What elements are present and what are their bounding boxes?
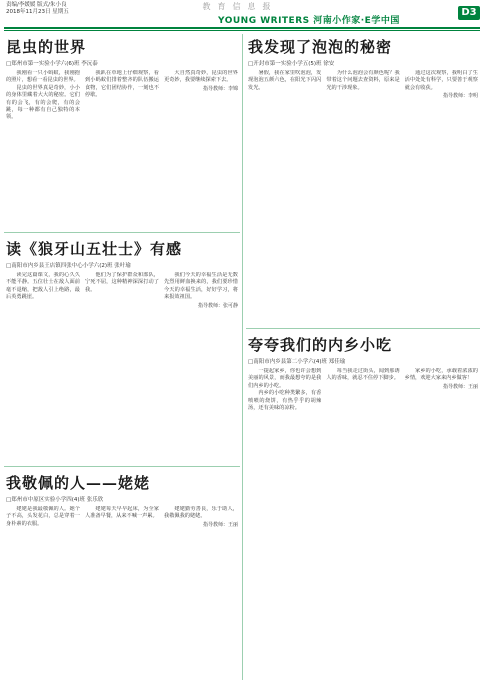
article-title: 我发现了泡泡的秘密: [248, 38, 393, 56]
paragraph: 他们为了保护群众和部队，宁死不屈，这种精神深深打动了我。: [85, 272, 159, 293]
paragraph: 暑假，我在家里吹泡泡，发现泡泡五颜六色，在阳光下闪闪发光。: [248, 70, 322, 91]
paragraph: 家乡的小吃，承载着浓浓的乡情，欢迎大家来内乡做客！: [404, 368, 478, 382]
article-byline: □郑州市中原区实验小学四(4)班 张乐欣: [6, 497, 104, 503]
article-body: [6, 506, 238, 529]
teacher-credit: 指导教师：王丽: [442, 383, 478, 390]
paragraph: 为什么泡泡会有颜色呢？我带着这个问题去查资料，原来是光的干涉现象。: [326, 70, 400, 91]
header-rule-thin: [4, 30, 480, 31]
section-divider: [246, 328, 480, 329]
article-title: 读《狼牙山五壮士》有感: [6, 240, 183, 258]
paragraph: 通过这次观察，我明白了生活中处处有科学，只要善于观察就会有收获。: [404, 70, 478, 91]
paragraph: 姥姥勤劳善良，乐于助人，我敬佩我的姥姥。: [164, 506, 238, 520]
column-divider: [242, 34, 243, 680]
teacher-credit: 指导教师：王丽: [202, 521, 238, 528]
section-divider: [4, 466, 240, 467]
paragraph: 读完这篇课文，我的心久久不能平静。五位壮士在敌人面前毫不退缩，把敌人引上绝路，最后英勇跳崖。: [6, 272, 80, 301]
date-line: 2018年11月23日 星期五: [6, 9, 69, 15]
header-rule: [4, 27, 480, 29]
article-book-review: [6, 238, 238, 460]
paragraph: 每当我走过街头，闻到那诱人的香味，就忍不住停下脚步。: [326, 368, 400, 382]
article-insect-world: [6, 36, 238, 228]
article-byline: □南阳市内乡县王店镇四张中心小学六(2)班 张叶瑜: [6, 263, 131, 269]
section-divider: [4, 232, 240, 233]
article-body: [248, 70, 478, 101]
article-byline: □南阳市内乡县第二小学六(4)班 郑佳瑜: [248, 359, 346, 365]
article-grandma: [6, 472, 238, 678]
article-title: 昆虫的世界: [6, 38, 87, 56]
article-neixiang-snacks: [248, 334, 478, 678]
editor-info: [6, 2, 69, 16]
teacher-credit: 指导教师：李明: [442, 93, 478, 100]
paragraph: 昆虫的世界真是奇妙，小小的身体里藏着大大的秘密。它们有的会飞，有的会爬，有的会跳，每一种都有自己独特的本领。: [6, 84, 80, 121]
article-title: 我敬佩的人——姥姥: [6, 474, 151, 492]
article-bubbles: [248, 36, 478, 324]
section-name: YOUNG WRITERS 河南小作家·E学中国: [218, 16, 400, 26]
paragraph: 一提起家乡，你也许会想到美丽的风景，而我最想夸的是我们内乡的小吃。: [248, 368, 322, 389]
teacher-credit: 指导教师：张可静: [197, 302, 238, 309]
paragraph: 姥姥是我最敬佩的人。她个子不高，头发花白，总是穿着一身朴素的衣服。: [6, 506, 80, 527]
article-byline: □开封市第一实验小学五(5)班 徐安: [248, 61, 335, 67]
article-body: [6, 272, 238, 310]
paragraph: 内乡的小吃种类繁多，有香喷喷的烧饼，有热乎乎的胡辣汤，还有美味的凉粉。: [248, 390, 322, 412]
paragraph: 我们今天的幸福生活是无数先烈用鲜血换来的，我们要珍惜今天的幸福生活，好好学习，将来报效祖国。: [164, 272, 238, 301]
article-title: 夸夸我们的内乡小吃: [248, 336, 393, 354]
newspaper-name: 教育信息报: [202, 2, 278, 11]
paragraph: 大自然真奇妙，昆虫的世界更奇妙，我要继续探索下去。: [164, 70, 238, 84]
article-body: [248, 368, 478, 412]
article-byline: □郑州市第一实验小学六(6)班 李沅泰: [6, 61, 98, 67]
editor-line: 责编/李媛媛 版式/朱小良: [6, 2, 67, 8]
page-number: D3: [458, 6, 480, 20]
article-body: [6, 70, 238, 122]
paragraph: 姥姥每天早早起床，为全家人准备早餐，从来不喊一声累。: [85, 506, 159, 520]
paragraph: 我趴在草地上仔细观察，看到小蚂蚁们排着整齐的队伍搬运食物，它们团结协作，一刻也不停歇。: [85, 70, 159, 99]
teacher-credit: 指导教师：李锦: [202, 85, 238, 92]
paragraph: 我刚看一只小蚂蚁，我刚抱的照片，想看一看昆虫的世界。: [6, 70, 80, 84]
masthead: [0, 0, 484, 26]
